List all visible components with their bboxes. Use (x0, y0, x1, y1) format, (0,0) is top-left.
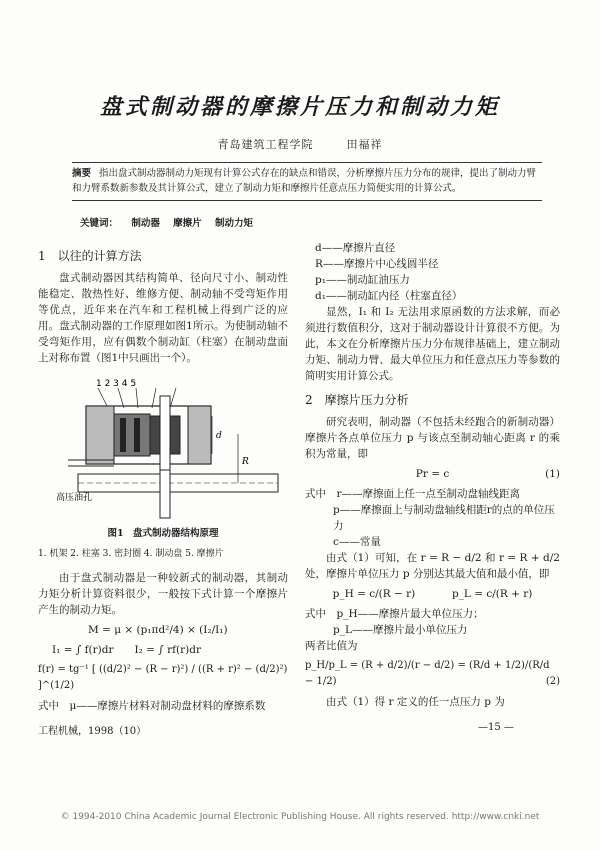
equation-pH-pL (305, 586, 560, 602)
ratio-text: 两者比值为 (305, 640, 358, 652)
equation-2 (305, 658, 560, 690)
paragraph: 由式（1）可知，在 r = R − d/2 和 r = R + d/2 处，摩擦片单位压力 p 分别达其最大值和最小值，即 (305, 552, 560, 580)
dimension-R-label: R (242, 457, 249, 467)
keyword: 制动力矩 (214, 218, 253, 229)
where-line: 式中 p_H——摩擦片最大单位压力； (305, 608, 484, 620)
page-number: —15 — (478, 722, 514, 733)
paragraph: 由于盘式制动器是一种较新式的制动器，其制动力矩分析计算资料很少，一般按下式计算一个摩擦片产生的制动力矩。 (38, 572, 288, 616)
equation-1 (305, 466, 560, 482)
keyword: 摩擦片 (173, 218, 202, 229)
symbol-definitions (305, 240, 560, 304)
where-line: p——摩擦面上与制动盘轴线相距r的点的单位压力 (333, 504, 555, 532)
author-line (0, 136, 600, 152)
abstract-top-rule (72, 162, 542, 163)
equation-pL: p_L = c/(R + r) (451, 588, 533, 600)
equation-pH: p_H = c/(R − r) (332, 588, 416, 600)
author: 田福祥 (346, 138, 383, 151)
equation-f: f(r) = tg⁻¹ [ ((d/2)² − (R − r)²) / ((R + r)² − (d/2)²) ]^(1/2) (38, 664, 288, 691)
paragraph: 研究表明，制动器（不包括未经跑合的新制动器）摩擦片各点单位压力 p 与该点至制动轴心距离 r 的乘积为常量，即 (305, 416, 560, 460)
left-column (38, 248, 288, 718)
affiliation: 青岛建筑工程学院 (217, 138, 314, 151)
where-line: c——常量 (333, 536, 381, 548)
equation-I: I₁ = ∫ f(r)dr I₂ = ∫ rf(r)dr (52, 644, 201, 656)
abstract-text: 指出盘式制动器制动力矩现有计算公式存在的缺点和错误，分析摩擦片压力分布的规律，提出了制动力臂和力臂系数新参数及其计算公式，建立了制动力矩和摩擦片任意点压力简便实用的计算公式。 (72, 168, 537, 194)
keywords (80, 215, 263, 229)
figure-1 (38, 374, 288, 524)
definition: d——摩擦片直径 (315, 242, 396, 254)
paper-title: 盘式制动器的摩擦片压力和制动力矩 (99, 94, 500, 120)
figure-legend: 1. 机架 2. 柱塞 3. 密封圈 4. 制动盘 5. 摩擦片 (38, 549, 224, 559)
figure-caption: 图1 盘式制动器结构原理 (107, 528, 219, 539)
copyright-notice: © 1994-2010 China Academic Journal Electronic Publishing House. All rights reserved. http://www.cnki.net (60, 812, 540, 822)
abstract (72, 166, 542, 196)
definition: R——摩擦片中心线圆半径 (315, 258, 439, 270)
abstract-label: 摘要 (72, 168, 92, 179)
equation-2-body: p_H/p_L = (R + d/2)/(r − d/2) = (R/d + 1/2)/(R/d − 1/2) (305, 660, 550, 687)
journal-footer: 工程机械，1998（10） (38, 726, 147, 737)
definition: p₁——制动缸油压力 (315, 274, 410, 286)
keywords-label: 关键词： (80, 218, 119, 229)
where-mu: 式中 μ——摩擦片材料对制动盘材料的摩擦系数 (38, 700, 266, 712)
definition: d₁——制动缸内径（柱塞直径） (315, 290, 463, 302)
oil-port-label: 高压油孔 (56, 493, 93, 503)
keyword: 制动器 (131, 218, 160, 229)
brake-diagram (38, 374, 288, 524)
figure-part-numbers: 1 2 3 4 5 (96, 379, 137, 389)
equation-1-body: Pr = c (415, 468, 450, 480)
equation-2-number: (2) (545, 676, 560, 687)
equation-1-number: (1) (545, 468, 560, 480)
right-column (305, 240, 560, 710)
where-block-2 (305, 606, 560, 638)
abstract-bottom-rule (72, 200, 542, 201)
where-line: p_L——摩擦片最小单位压力 (333, 624, 468, 636)
paragraph: 盘式制动器因其结构简单、径向尺寸小、制动性能稳定、散热性好、维修方便、制动轴不受弯矩作用等优点，近年来在汽车和工程机械上得到广泛的应用。盘式制动器的工作原理如图1所示。为使制动轴不受弯矩作用，应有偶数个制动缸（柱塞）在制动盘面上对称布置（图1中只画出一个）。 (38, 272, 288, 364)
equation-M: M = μ × (p₁πd²/4) × (I₂/I₁) (88, 624, 228, 636)
dimension-d-label: d (216, 431, 222, 441)
where-block-1 (305, 486, 560, 550)
where-line: 式中 r——摩擦面上任一点至制动盘轴线距离 (305, 488, 521, 500)
paragraph: 显然，I₁ 和 I₂ 无法用求原函数的方法求解，而必须进行数值积分，这对于制动器设计计算很不方便。为此，本文在分析摩擦片压力分布规律基础上，建立制动力矩、制动力臂、最大单位压力和任意点压力等参数的简明实用计算公式。 (305, 306, 560, 382)
section-heading-2: 2 摩擦片压力分析 (305, 393, 409, 407)
paragraph: 由式（1）得 r 定义的任一点压力 p 为 (326, 696, 505, 708)
section-heading-1: 1 以往的计算方法 (38, 249, 142, 263)
